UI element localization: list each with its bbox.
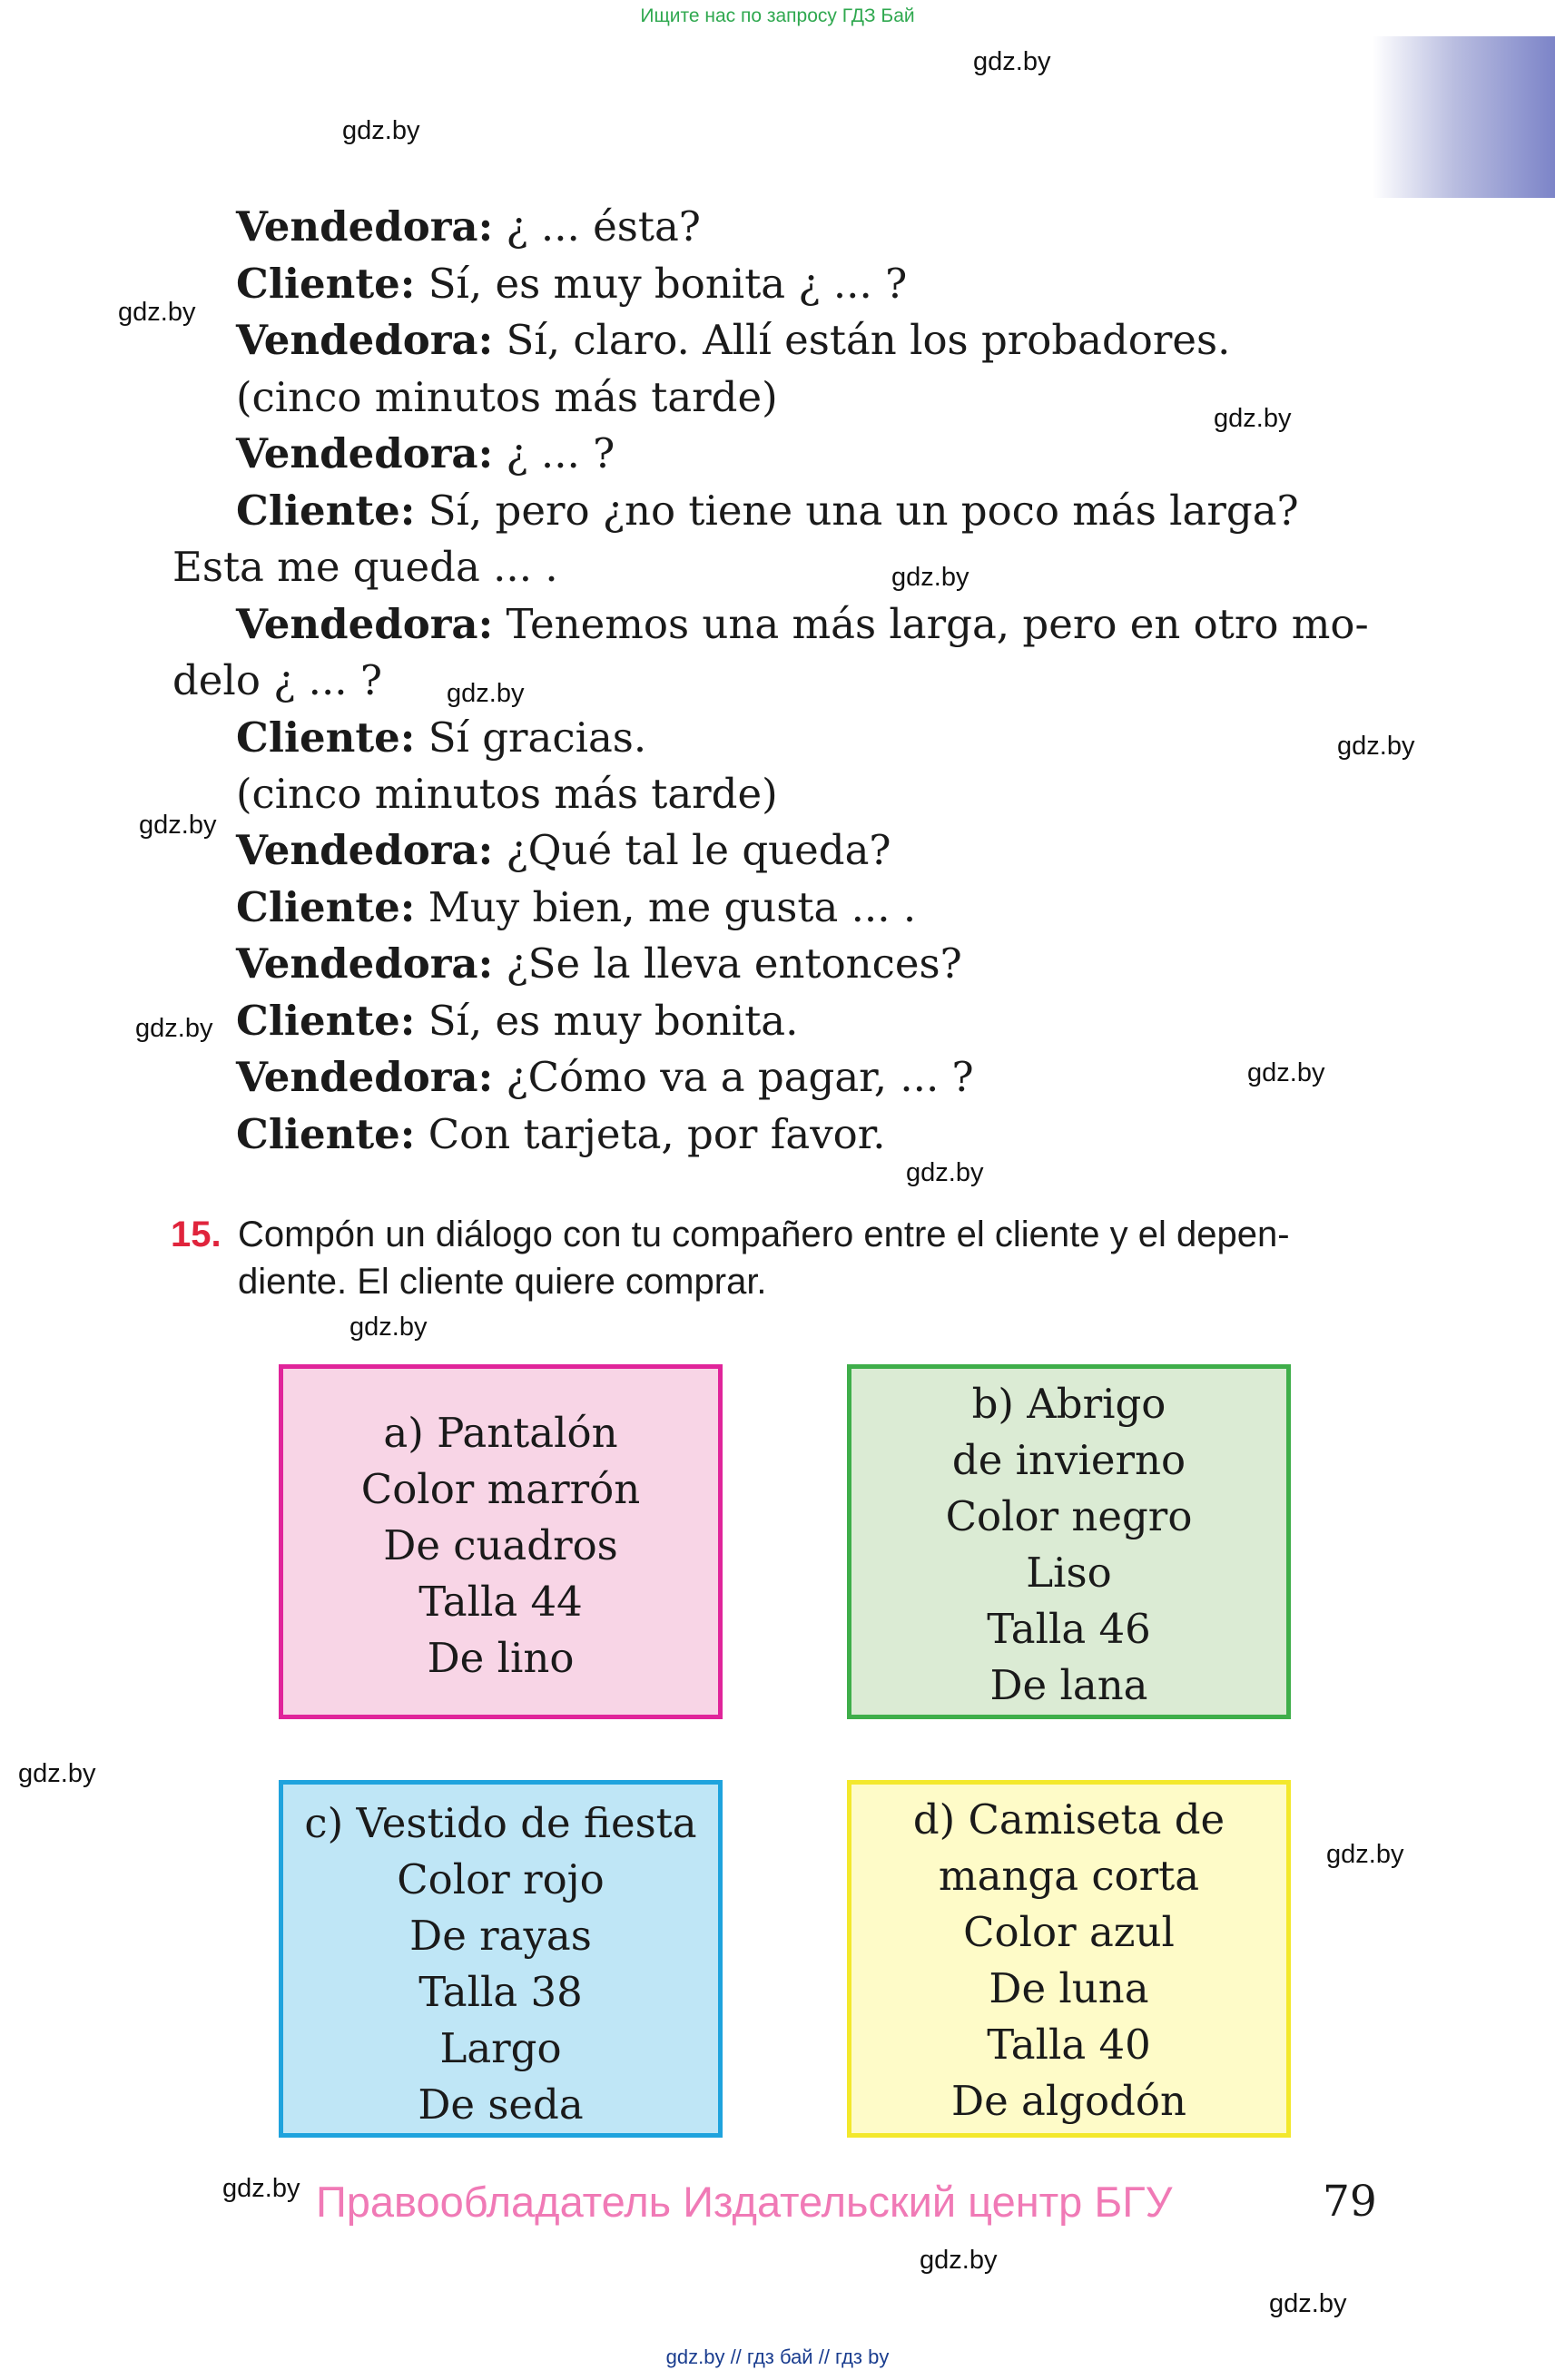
watermark: gdz.by	[342, 116, 420, 145]
utterance: ¿ ... ?	[493, 429, 615, 477]
card-line: d) Camiseta de	[912, 1795, 1225, 1844]
card-line: De cuadros	[383, 1521, 618, 1569]
card-line: Talla 38	[418, 1968, 583, 2016]
utterance: Sí, es muy bonita ¿ ... ?	[415, 260, 908, 308]
watermark: gdz.by	[447, 679, 525, 708]
card-line: Color marrón	[360, 1465, 641, 1513]
card-line: Color azul	[963, 1908, 1175, 1956]
card-line: a) Pantalón	[383, 1409, 618, 1457]
card-line: b) Abrigo	[971, 1380, 1166, 1428]
speaker: Vendedora:	[236, 1053, 494, 1101]
watermark: gdz.by	[18, 1759, 96, 1788]
watermark: gdz.by	[1214, 404, 1292, 433]
speaker: Cliente:	[236, 713, 416, 762]
dialogue-line	[172, 653, 382, 709]
card-line: De lino	[427, 1634, 575, 1682]
card-line: Color negro	[945, 1492, 1193, 1540]
card-line: Color rojo	[397, 1855, 605, 1903]
dialogue-line	[236, 936, 962, 992]
dialogue-line	[236, 256, 907, 312]
card-line: De rayas	[409, 1912, 592, 1960]
corner-color-tab	[1373, 36, 1555, 198]
card-line: Largo	[439, 2024, 562, 2072]
speaker: Vendedora:	[236, 316, 494, 364]
watermark: gdz.by	[222, 2174, 300, 2203]
dialogue-line	[236, 822, 891, 879]
watermark: gdz.by	[1326, 1840, 1404, 1869]
speaker: Cliente:	[236, 997, 416, 1045]
watermark: gdz.by	[135, 1014, 213, 1043]
utterance: Con tarjeta, por favor.	[415, 1110, 886, 1158]
bottom-links[interactable]: gdz.by // гдз бай // гдз by	[665, 2346, 890, 2368]
utterance: ¿Cómo va a pagar, ... ?	[493, 1053, 974, 1101]
dialogue-line	[236, 710, 646, 766]
utterance: Muy bien, me gusta ... .	[415, 883, 917, 931]
card-line: Talla 40	[987, 2021, 1151, 2069]
utterance: Sí, pero ¿no tiene una un poco más larga?	[415, 487, 1299, 535]
search-note: Ищите нас по запросу ГДЗ Бай	[640, 5, 915, 26]
card-line: De lana	[989, 1661, 1148, 1709]
card-line: Talla 46	[987, 1605, 1151, 1653]
exercise-instruction: diente. El cliente quiere comprar.	[238, 1262, 767, 1302]
dialogue-line	[236, 199, 701, 255]
speaker: Vendedora:	[236, 202, 494, 251]
speaker: Vendedora:	[236, 939, 494, 988]
speaker: Cliente:	[236, 487, 416, 535]
watermark: gdz.by	[891, 563, 969, 592]
watermark: gdz.by	[349, 1313, 428, 1342]
card-line: Talla 44	[418, 1578, 583, 1626]
watermark: gdz.by	[1337, 732, 1415, 761]
watermark: gdz.by	[906, 1158, 984, 1187]
dialogue-line	[236, 426, 615, 482]
card-line: c) Vestido de fiesta	[304, 1799, 697, 1847]
dialogue-line	[236, 880, 916, 936]
dialogue-line	[236, 483, 1299, 539]
dialogue-line	[236, 312, 1230, 369]
watermark: gdz.by	[1247, 1058, 1325, 1087]
watermark: gdz.by	[139, 811, 217, 840]
utterance: Esta me queda ... .	[172, 543, 558, 591]
utterance: delo ¿ ... ?	[172, 656, 382, 704]
speaker: Vendedora:	[236, 826, 494, 874]
speaker: Vendedora:	[236, 600, 494, 648]
card-line: de invierno	[951, 1436, 1186, 1484]
speaker: Vendedora:	[236, 429, 494, 477]
utterance: ¿Qué tal le queda?	[493, 826, 891, 874]
utterance: Sí, es muy bonita.	[415, 997, 799, 1045]
utterance: Sí gracias.	[415, 713, 647, 762]
stage-direction	[236, 766, 778, 822]
utterance: (cinco minutos más tarde)	[236, 373, 778, 421]
copyright-holder: Правообладатель Издательский центр БГУ	[316, 2178, 1173, 2226]
card-d	[847, 1780, 1291, 2138]
watermark: gdz.by	[118, 298, 196, 327]
utterance: Tenemos una más larga, pero en otro mo-	[493, 600, 1369, 648]
utterance: (cinco minutos más tarde)	[236, 770, 778, 818]
card-line: De luna	[989, 1964, 1149, 2012]
dialogue-line	[236, 1106, 886, 1163]
dialogue-line	[236, 596, 1369, 653]
watermark: gdz.by	[1269, 2289, 1347, 2318]
speaker: Cliente:	[236, 883, 416, 931]
dialogue-line	[172, 539, 558, 595]
card-line: Liso	[1026, 1549, 1112, 1597]
watermark: gdz.by	[920, 2246, 998, 2275]
utterance: ¿Se la lleva entonces?	[493, 939, 962, 988]
card-b	[847, 1364, 1291, 1719]
utterance: ¿ ... ésta?	[493, 202, 701, 251]
page-number: 79	[1323, 2177, 1377, 2227]
dialogue-line	[236, 993, 798, 1049]
card-a	[279, 1364, 723, 1719]
card-line: De seda	[418, 2080, 584, 2129]
dialogue-line	[236, 1049, 974, 1106]
card-c	[279, 1780, 723, 2138]
watermark: gdz.by	[973, 47, 1051, 76]
stage-direction	[236, 369, 778, 426]
card-line: De algodón	[950, 2077, 1186, 2125]
speaker: Cliente:	[236, 260, 416, 308]
card-line: manga corta	[938, 1852, 1200, 1900]
exercise-instruction: Compón un diálogo con tu compañero entre el cliente y el depen-	[238, 1215, 1290, 1254]
speaker: Cliente:	[236, 1110, 416, 1158]
exercise-number: 15.	[171, 1215, 221, 1254]
utterance: Sí, claro. Allí están los probadores.	[493, 316, 1231, 364]
